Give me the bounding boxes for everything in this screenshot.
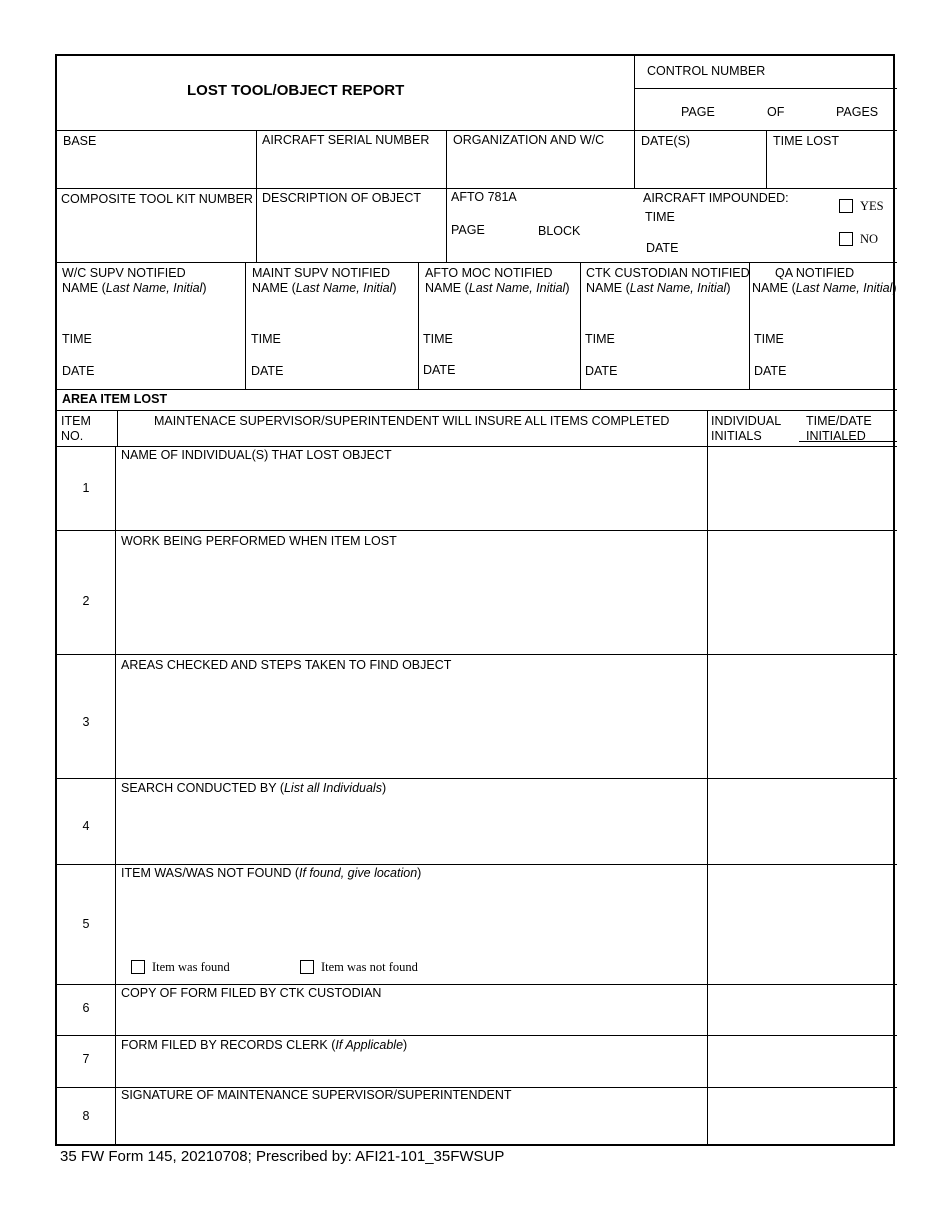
maint-supv-name-label: NAME (Last Name, Initial): [252, 281, 397, 295]
dates-field[interactable]: [637, 150, 764, 186]
item-2-label: WORK BEING PERFORMED WHEN ITEM LOST: [121, 534, 397, 548]
description-label: DESCRIPTION OF OBJECT: [262, 191, 422, 205]
item-not-found-label: Item was not found: [321, 960, 418, 974]
dates-label: DATE(S): [641, 134, 691, 148]
impounded-no-label: NO: [860, 232, 879, 246]
item-3-label: AREAS CHECKED AND STEPS TAKEN TO FIND OBJECT: [121, 658, 452, 672]
pages-label: PAGES: [836, 105, 879, 119]
ctk-custodian-notified-label: CTK CUSTODIAN NOTIFIED: [586, 266, 750, 280]
base-field[interactable]: [59, 150, 254, 186]
item-8-label: SIGNATURE OF MAINTENANCE SUPERVISOR/SUPERINTENDENT: [121, 1088, 512, 1102]
base-label: BASE: [63, 134, 97, 148]
time-lost-field[interactable]: [769, 150, 895, 186]
maint-supv-notified-label: MAINT SUPV NOTIFIED: [252, 266, 390, 280]
item-4-label: SEARCH CONDUCTED BY (List all Individuals): [121, 781, 387, 795]
item-5-initials-field[interactable]: [710, 866, 895, 982]
composite-kit-field[interactable]: [59, 208, 254, 260]
ctk-custodian-time-label: TIME: [585, 332, 615, 346]
qa-time-label: TIME: [754, 332, 784, 346]
item-8-initials-field[interactable]: [710, 1089, 895, 1142]
item-1-label: NAME OF INDIVIDUAL(S) THAT LOST OBJECT: [121, 448, 392, 462]
item-1-initials-field[interactable]: [710, 448, 895, 528]
item-5-number: 5: [82, 917, 90, 931]
qa-notified-label: QA NOTIFIED: [775, 266, 855, 280]
impounded-label: AIRCRAFT IMPOUNDED:: [643, 191, 789, 205]
afto-label: AFTO 781A: [451, 190, 517, 204]
item-6-field[interactable]: [119, 1003, 705, 1033]
item-5-label: ITEM WAS/WAS NOT FOUND (If found, give location): [121, 866, 422, 880]
form-title: LOST TOOL/OBJECT REPORT: [187, 82, 405, 99]
item-2-field[interactable]: [119, 552, 705, 652]
area-item-lost-field[interactable]: [187, 391, 893, 408]
item-5-field[interactable]: [119, 884, 705, 954]
qa-name-label: NAME (Last Name, Initial): [752, 281, 897, 295]
item-no-label-2: NO.: [61, 429, 84, 443]
ctk-custodian-date-label: DATE: [585, 364, 618, 378]
page-label: PAGE: [681, 105, 715, 119]
lost-tool-form: [55, 54, 895, 1146]
item-4-field[interactable]: [119, 799, 705, 862]
instruction-header: MAINTENACE SUPERVISOR/SUPERINTENDENT WILL INSURE ALL ITEMS COMPLETED: [154, 414, 670, 428]
description-field[interactable]: [259, 208, 444, 260]
item-7-label: FORM FILED BY RECORDS CLERK (If Applicable): [121, 1038, 408, 1052]
aircraft-serial-field[interactable]: [259, 150, 444, 186]
time-date-header-1: TIME/DATE: [806, 414, 872, 428]
qa-date-label: DATE: [754, 364, 787, 378]
wc-supv-name-label: NAME (Last Name, Initial): [62, 281, 207, 295]
wc-supv-notified-label: W/C SUPV NOTIFIED: [62, 266, 186, 280]
item-2-number: 2: [82, 594, 90, 608]
organization-field[interactable]: [449, 150, 632, 186]
initials-header-1: INDIVIDUAL: [711, 414, 782, 428]
form-footer: 35 FW Form 145, 20210708; Prescribed by: AFI21-101_35FWSUP: [60, 1148, 505, 1165]
impounded-time-label: TIME: [645, 210, 675, 224]
item-3-initials-field[interactable]: [710, 656, 895, 776]
impounded-yes-label: YES: [860, 199, 884, 213]
item-found-label: Item was found: [152, 960, 230, 974]
item-1-field[interactable]: [119, 466, 705, 528]
afto-moc-name-label: NAME (Last Name, Initial): [425, 281, 570, 295]
impounded-date-label: DATE: [646, 241, 679, 255]
aircraft-serial-label: AIRCRAFT SERIAL NUMBER: [262, 133, 430, 147]
area-item-lost-label: AREA ITEM LOST: [62, 392, 168, 406]
item-7-field[interactable]: [119, 1055, 705, 1085]
control-number-label: CONTROL NUMBER: [647, 64, 766, 78]
time-lost-label: TIME LOST: [773, 134, 839, 148]
item-7-initials-field[interactable]: [710, 1037, 895, 1085]
maint-supv-date-label: DATE: [251, 364, 284, 378]
afto-moc-time-label: TIME: [423, 332, 453, 346]
item-2-initials-field[interactable]: [710, 532, 895, 652]
item-6-initials-field[interactable]: [710, 986, 895, 1033]
of-label: OF: [767, 105, 785, 119]
item-6-number: 6: [82, 1001, 90, 1015]
impounded-yes-checkbox[interactable]: [839, 199, 853, 213]
item-3-field[interactable]: [119, 676, 705, 776]
time-date-header-2: INITIALED: [806, 429, 866, 443]
item-3-number: 3: [82, 715, 90, 729]
wc-supv-date-label: DATE: [62, 364, 95, 378]
item-not-found-checkbox[interactable]: [300, 960, 314, 974]
initials-header-2: INITIALS: [711, 429, 762, 443]
afto-moc-date-label: DATE: [423, 363, 456, 377]
afto-page-label: PAGE: [451, 223, 485, 237]
composite-kit-label: COMPOSITE TOOL KIT NUMBER: [61, 192, 253, 206]
item-found-checkbox[interactable]: [131, 960, 145, 974]
item-4-number: 4: [82, 819, 90, 833]
organization-label: ORGANIZATION AND W/C: [453, 133, 605, 147]
item-8-number: 8: [82, 1109, 90, 1123]
afto-moc-notified-label: AFTO MOC NOTIFIED: [425, 266, 553, 280]
afto-block-label: BLOCK: [538, 224, 581, 238]
impounded-no-checkbox[interactable]: [839, 232, 853, 246]
ctk-custodian-name-label: NAME (Last Name, Initial): [586, 281, 731, 295]
signature-field[interactable]: [119, 1106, 705, 1142]
item-1-number: 1: [82, 481, 90, 495]
wc-supv-time-label: TIME: [62, 332, 92, 346]
item-7-number: 7: [82, 1052, 90, 1066]
maint-supv-time-label: TIME: [251, 332, 281, 346]
item-4-initials-field[interactable]: [710, 780, 895, 862]
item-no-label-1: ITEM: [61, 414, 91, 428]
item-6-label: COPY OF FORM FILED BY CTK CUSTODIAN: [121, 986, 382, 1000]
